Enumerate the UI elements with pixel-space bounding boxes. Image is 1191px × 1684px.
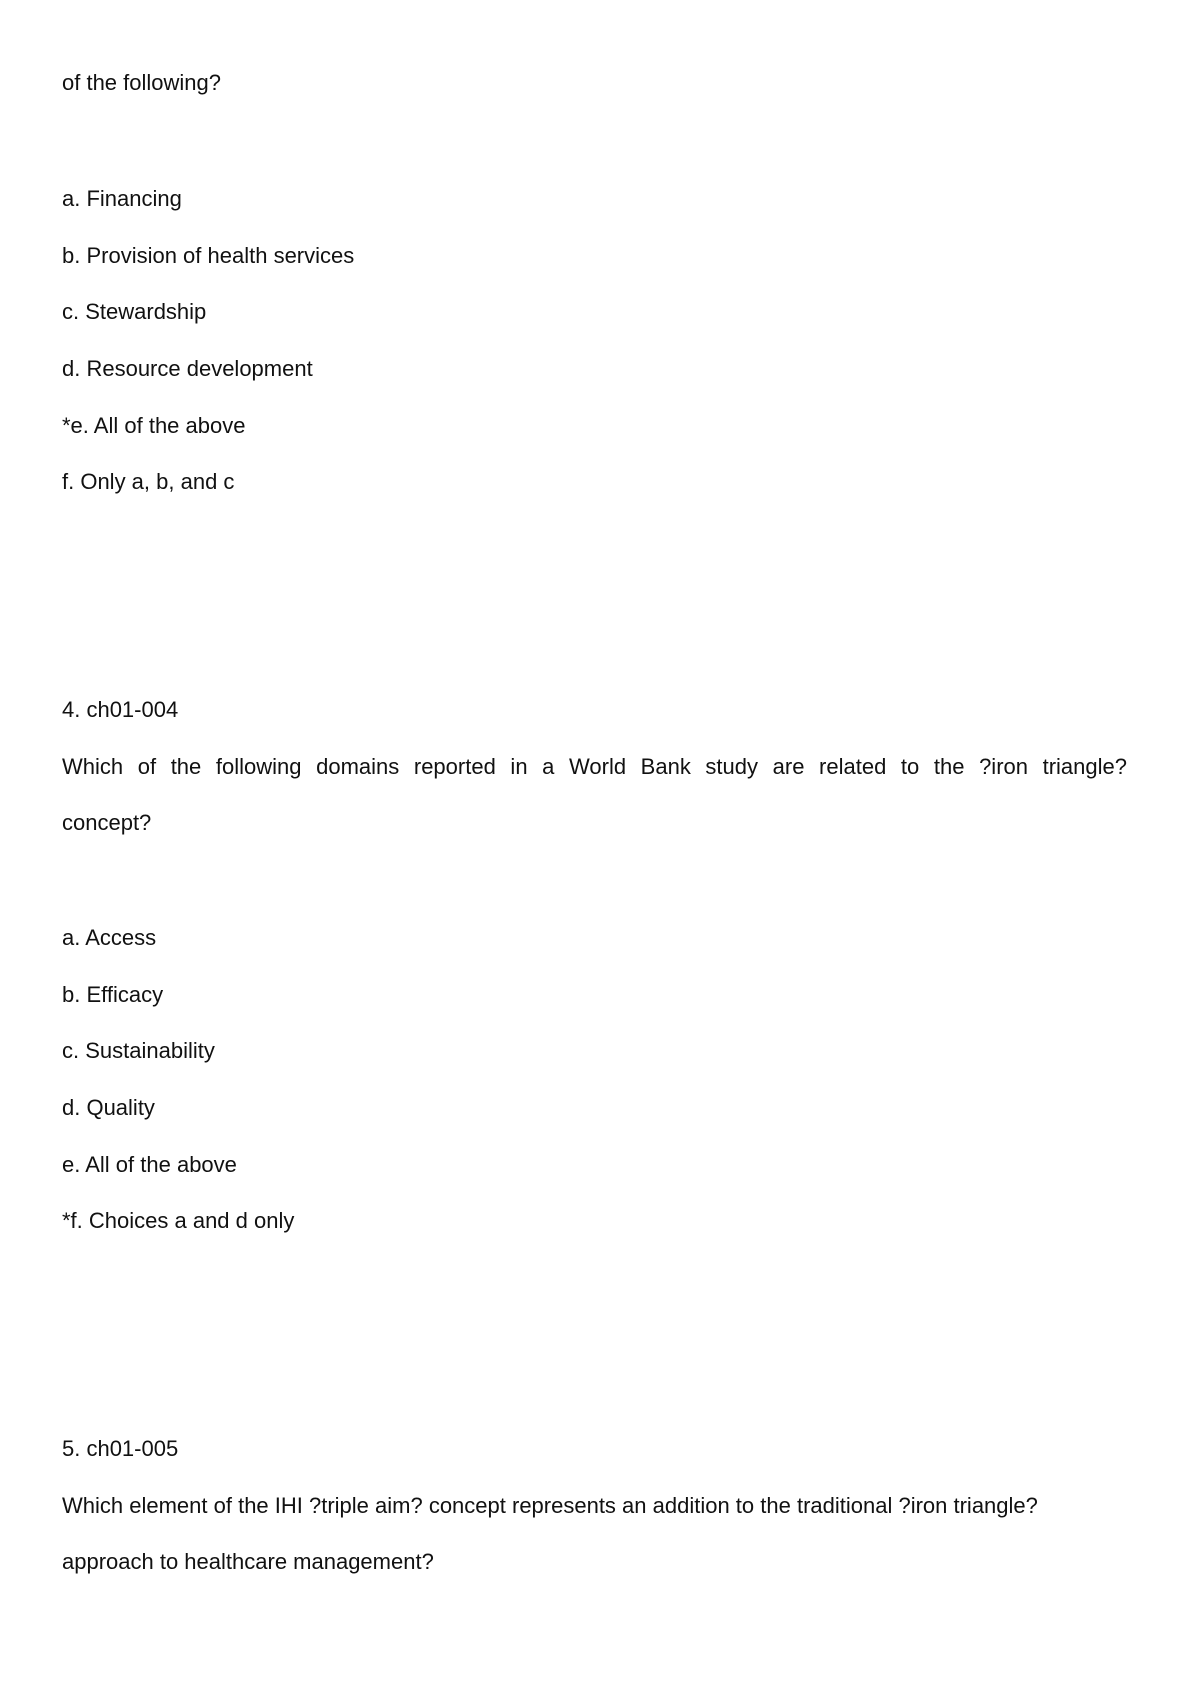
q4-option-d: d. Quality — [62, 1095, 155, 1120]
q3-option-d: d. Resource development — [62, 356, 313, 381]
q4-option-c: c. Sustainability — [62, 1038, 215, 1063]
question-5-id: 5. ch01-005 — [62, 1436, 179, 1461]
question-5-stem-line-1: Which element of the IHI ?triple aim? concept represents an addition to the traditional ?iron triangle? — [62, 1493, 1038, 1518]
question-4-stem-line-1: Which of the following domains reported in a World Bank study are related to the ?iron triangle? — [62, 754, 1127, 779]
question-4-id: 4. ch01-004 — [62, 697, 179, 722]
q4-option-b: b. Efficacy — [62, 982, 164, 1007]
q4-option-f-correct: *f. Choices a and d only — [62, 1208, 295, 1233]
q3-option-c: c. Stewardship — [62, 299, 207, 324]
q3-option-f: f. Only a, b, and c — [62, 469, 235, 494]
q3-option-e-correct: *e. All of the above — [62, 413, 246, 438]
q4-option-e: e. All of the above — [62, 1152, 237, 1177]
q3-option-a: a. Financing — [62, 186, 182, 211]
question-5-stem-line-2: approach to healthcare management? — [62, 1549, 434, 1574]
question-3-stem-tail: of the following? — [62, 70, 221, 95]
q3-option-b: b. Provision of health services — [62, 243, 355, 268]
q4-option-a: a. Access — [62, 925, 157, 950]
question-4-stem-line-2: concept? — [62, 810, 152, 835]
